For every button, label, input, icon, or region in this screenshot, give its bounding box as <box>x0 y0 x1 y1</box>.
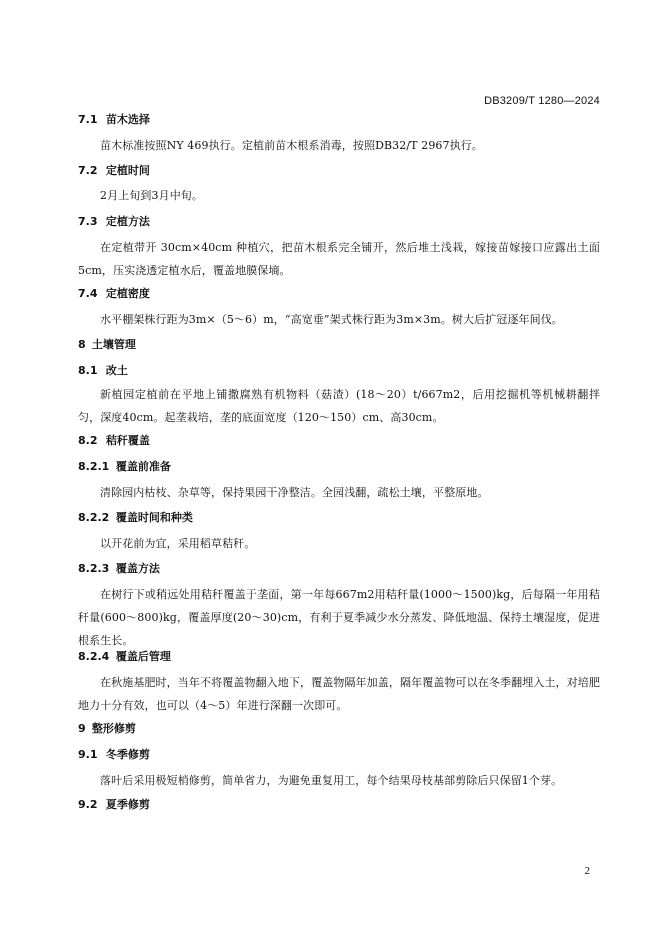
section-title: 苗木选择 <box>105 113 150 126</box>
section-number: 8.2.1 <box>78 460 110 473</box>
section-number: 9.1 <box>78 748 98 761</box>
section-heading <box>78 434 600 448</box>
section-heading <box>78 722 600 736</box>
paragraph <box>78 134 600 157</box>
section-title: 覆盖后管理 <box>115 650 171 663</box>
section-heading <box>78 650 600 664</box>
section-heading <box>78 164 600 178</box>
section-title: 定植时间 <box>105 164 150 177</box>
paragraph <box>78 481 600 504</box>
section-number: 7.3 <box>78 215 98 228</box>
document-code: DB3209/T 1280—2024 <box>484 95 600 107</box>
section-number: 8.2.2 <box>78 511 110 524</box>
paragraph <box>78 308 600 331</box>
section-title: 秸秆覆盖 <box>105 434 150 447</box>
section-title: 整形修剪 <box>91 722 136 735</box>
section-heading <box>78 748 600 762</box>
section-title: 定植密度 <box>105 287 150 300</box>
section-heading <box>78 460 600 474</box>
section-title: 改土 <box>105 364 128 377</box>
paragraph-text: 水平棚架株行距为3m×（5～6）m，“高宽垂”架式株行距为3m×3m。树大后扩冠逐年间伐。 <box>100 313 563 326</box>
paragraph <box>78 532 600 555</box>
section-title: 覆盖前准备 <box>115 460 171 473</box>
paragraph <box>78 383 600 429</box>
section-title: 定植方法 <box>105 215 150 228</box>
section-number: 8.1 <box>78 364 98 377</box>
paragraph-text: 以开花前为宜，采用稻草秸秆。 <box>100 537 256 550</box>
section-heading <box>78 562 600 576</box>
section-heading <box>78 338 600 352</box>
section-number: 9.2 <box>78 798 98 811</box>
section-number: 8 <box>78 338 86 351</box>
paragraph-text: 2月上旬到3月中旬。 <box>100 189 203 202</box>
section-number: 8.2 <box>78 434 98 447</box>
paragraph-text: 苗木标准按照NY 469执行。定植前苗木根系消毒，按照DB32/T 2967执行。 <box>100 139 483 152</box>
section-title: 覆盖方法 <box>115 562 160 575</box>
paragraph <box>78 671 600 717</box>
section-heading <box>78 364 600 378</box>
paragraph <box>78 236 600 282</box>
section-number: 7.1 <box>78 113 98 126</box>
section-title: 冬季修剪 <box>105 748 150 761</box>
page-number: 2 <box>584 865 590 877</box>
paragraph-text: 新植园定植前在平地上铺撒腐熟有机物料（菇渣）(18～20）t/667m2，后用挖掘机等机械耕翻拌匀，深度40cm。起垄栽培，垄的底面宽度（120～150）cm、高30cm。 <box>78 388 600 424</box>
section-number: 7.2 <box>78 164 98 177</box>
paragraph-text: 在树行下或稍远处用秸秆覆盖于垄面，第一年每667m2用秸秆量(1000～1500)kg，后每隔一年用秸秆量(600～800)kg，覆盖厚度(20～30)cm，有利于夏季减少水分蒸发、降低地温、保持土壤湿度，促进根系生长。 <box>78 588 600 647</box>
section-number: 8.2.4 <box>78 650 110 663</box>
section-title: 土壤管理 <box>91 338 136 351</box>
paragraph-text: 在定植带开 30cm×40cm 种植穴，把苗木根系完全铺开，然后堆土浅栽，嫁接苗嫁接口应露出土面5cm，压实浇透定植水后，覆盖地膜保墒。 <box>78 241 600 277</box>
section-heading <box>78 215 600 229</box>
paragraph-text: 在秋施基肥时，当年不将覆盖物翻入地下，覆盖物隔年加盖，隔年覆盖物可以在冬季翻埋入土，对培肥地力十分有效，也可以（4～5）年进行深翻一次即可。 <box>78 676 600 712</box>
section-heading <box>78 287 600 301</box>
section-number: 8.2.3 <box>78 562 110 575</box>
section-title: 覆盖时间和种类 <box>115 511 193 524</box>
section-number: 7.4 <box>78 287 98 300</box>
section-number: 9 <box>78 722 86 735</box>
paragraph <box>78 583 600 652</box>
paragraph-text: 清除园内枯枝、杂草等，保持果园干净整洁。全园浅翻，疏松土壤，平整原地。 <box>100 486 489 499</box>
section-title: 夏季修剪 <box>105 798 150 811</box>
section-heading <box>78 113 600 127</box>
paragraph <box>78 184 600 207</box>
paragraph <box>78 769 600 792</box>
paragraph-text: 落叶后采用极短梢修剪，简单省力，为避免重复用工，每个结果母枝基部剪除后只保留1个芽。 <box>100 774 563 787</box>
section-heading <box>78 511 600 525</box>
section-heading <box>78 798 600 812</box>
